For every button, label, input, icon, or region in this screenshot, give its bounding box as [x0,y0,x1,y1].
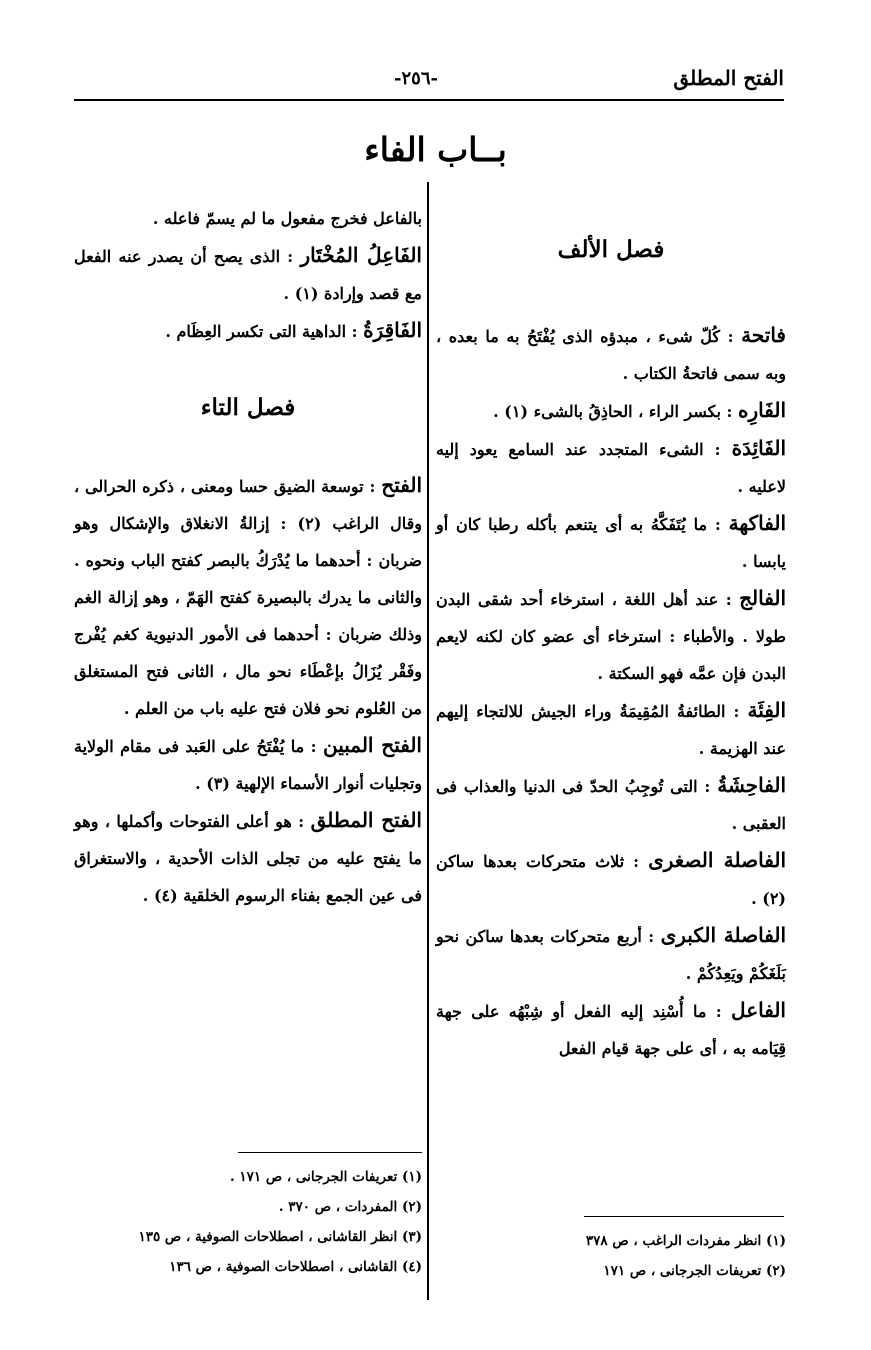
entry-falij [436,580,786,692]
entry-fath-mubin [74,727,422,802]
entry-definition: بالفاعل فخرج مفعول ما لم يسمّ فاعله . [152,209,422,228]
entry-definition: : ما يُفْتَحُ على العَبد فى مقام الولاية وتجليات أنوار الأسماء الإلهية (٣) . [74,737,422,793]
entry-term: الفتح [381,473,422,497]
entry-definition: : هو أعلى الفتوحات وأكملها ، وهو ما يفتح عليه من تجلى الذات الأحدية ، والاستغراق فى عين الجمع بفناء الرسوم الخلقية (٤) . [74,812,422,905]
footnote: (٢) تعريفات الجرجانى ، ص ١٧١ [603,1263,786,1279]
entry-fath-mutlaq [74,802,422,914]
entry-definition: : أربع متحركات بعدها ساكن نحو بَلَغَكُمْ ويَعِدُكُمْ . [436,927,786,983]
entry-definition: : توسعة الضيق حسا ومعنى ، ذكره الحرالى ، وقال الراغب (٢) : إزالةُ الانغلاق والإشكال وهو ضربان : أحدهما ما يُدْرَكُ بالبصر كفتح الباب ونحوه . والثانى ما يدرك بالبصيرة كفتح الهَمّ ، وهو إزالة الغم وذلك ضربان : أحدهما فى الأمور الدنيوية كغم يُفْرج وفَقْر يُزَالُ بإعْطَاء نحو مال ، الثانى فتح المستغلق من العُلوم نحو فلان فتح عليه باب من العلم . [74,477,422,718]
entry-definition: : التى تُوجِبُ الحدّ فى الدنيا والعذاب فى العقبى . [436,777,786,833]
entry-faqira [74,312,422,350]
entry-term: الفَاقِرَةُ [363,318,422,342]
entry-term: الفاصلة الكبرى [660,923,786,947]
entry-continuation [74,200,422,237]
entry-fail [436,992,786,1067]
entry-definition: : الطائفةُ المُقِيمَةُ وراء الجيش للالتجاء إليهم عند الهزيمة . [436,702,786,758]
entry-fakiha [436,505,786,580]
entry-fasila-sughra [436,842,786,917]
running-title: الفتح المطلق [673,66,784,90]
entry-fath [74,467,422,727]
entry-term: الفاحِشَةُ [717,773,787,797]
entry-fatiha [436,317,786,392]
footnote-rule-right [584,1216,784,1217]
footnote: (٤) القاشانى ، اصطلاحات الصوفية ، ص ١٣٦ [169,1259,422,1275]
entry-definition: : ما أُسْنِد إليه الفعل أو شِبْهُه على جهة قِيَامه به ، أى على جهة قيام الفعل [436,1002,786,1058]
entry-definition: : الذى يصح أن يصدر عنه الفعل مع قصد وإرادة (١) . [74,247,422,303]
entry-term: الفَاعِلُ المُخْتَار [300,243,422,267]
chapter-title: بــاب الفاء [364,130,507,169]
entry-fia [436,692,786,767]
column-divider [427,182,429,1300]
entry-term: الفتح المبين [322,733,422,757]
entry-definition: : ما يُتَفَكَّهُ به أى يتنعم بأكله رطبا كان أو يابسا . [436,515,786,571]
entry-term: الفاكهة [728,511,786,535]
entry-definition: : الشىء المتجدد عند السامع يعود إليه لاعليه . [436,440,786,496]
page-number: -٢٥٦- [394,68,438,89]
entry-term: الفتح المطلق [310,808,422,832]
entry-term: الفَارِه [738,398,786,422]
entry-definition: : كُلّ شىء ، مبدؤه الذى يُفْتَحُ به ما بعده ، وبه سمى فاتحةُ الكتاب . [436,327,786,383]
footnote: (١) تعريفات الجرجانى ، ص ١٧١ . [229,1169,422,1185]
entry-term: فاتحة [741,323,786,347]
section-heading-ta: فصل التاء [200,394,296,421]
footnote: (١) انظر مفردات الراغب ، ص ٣٧٨ [585,1233,786,1249]
running-head [74,66,784,100]
entry-definition: : الداهية التى تكسر العِظَام . [165,322,358,341]
entry-term: الفَائِدَة [731,436,786,460]
entry-term: الفاصلة الصغرى [648,848,786,872]
entry-fasila-kubra [436,917,786,992]
entry-definition: : ثلاث متحركات بعدها ساكن (٢) . [436,852,786,908]
entry-fail-mukhtar [74,237,422,312]
footnotes-left [74,1162,422,1282]
entry-term: الفالج [739,586,787,610]
entry-term: الفِئَة [747,698,786,722]
right-column [436,200,786,1067]
entry-definition: : بكسر الراء ، الحاذِقُ بالشىء (١) . [493,402,733,421]
footnotes-right [436,1226,786,1286]
header-rule [74,99,784,101]
entry-term: الفاعل [731,998,786,1022]
footnote: (٢) المفردات ، ص ٣٧٠ . [278,1199,422,1215]
footnote-rule-left [238,1152,422,1153]
entry-fareh [436,392,786,430]
entry-definition: : عند أهل اللغة ، استرخاء أحد شقى البدن طولا . والأطباء : استرخاء أى عضو كان لكنه لايعم البدن فإن عمَّه فهو السكتة . [436,590,786,683]
left-column [74,200,422,914]
footnote: (٣) انظر القاشانى ، اصطلاحات الصوفية ، ص ١٣٥ [138,1229,422,1245]
entry-faida [436,430,786,505]
entry-fahisha [436,767,786,842]
section-heading-alif: فصل الألف [557,236,665,263]
